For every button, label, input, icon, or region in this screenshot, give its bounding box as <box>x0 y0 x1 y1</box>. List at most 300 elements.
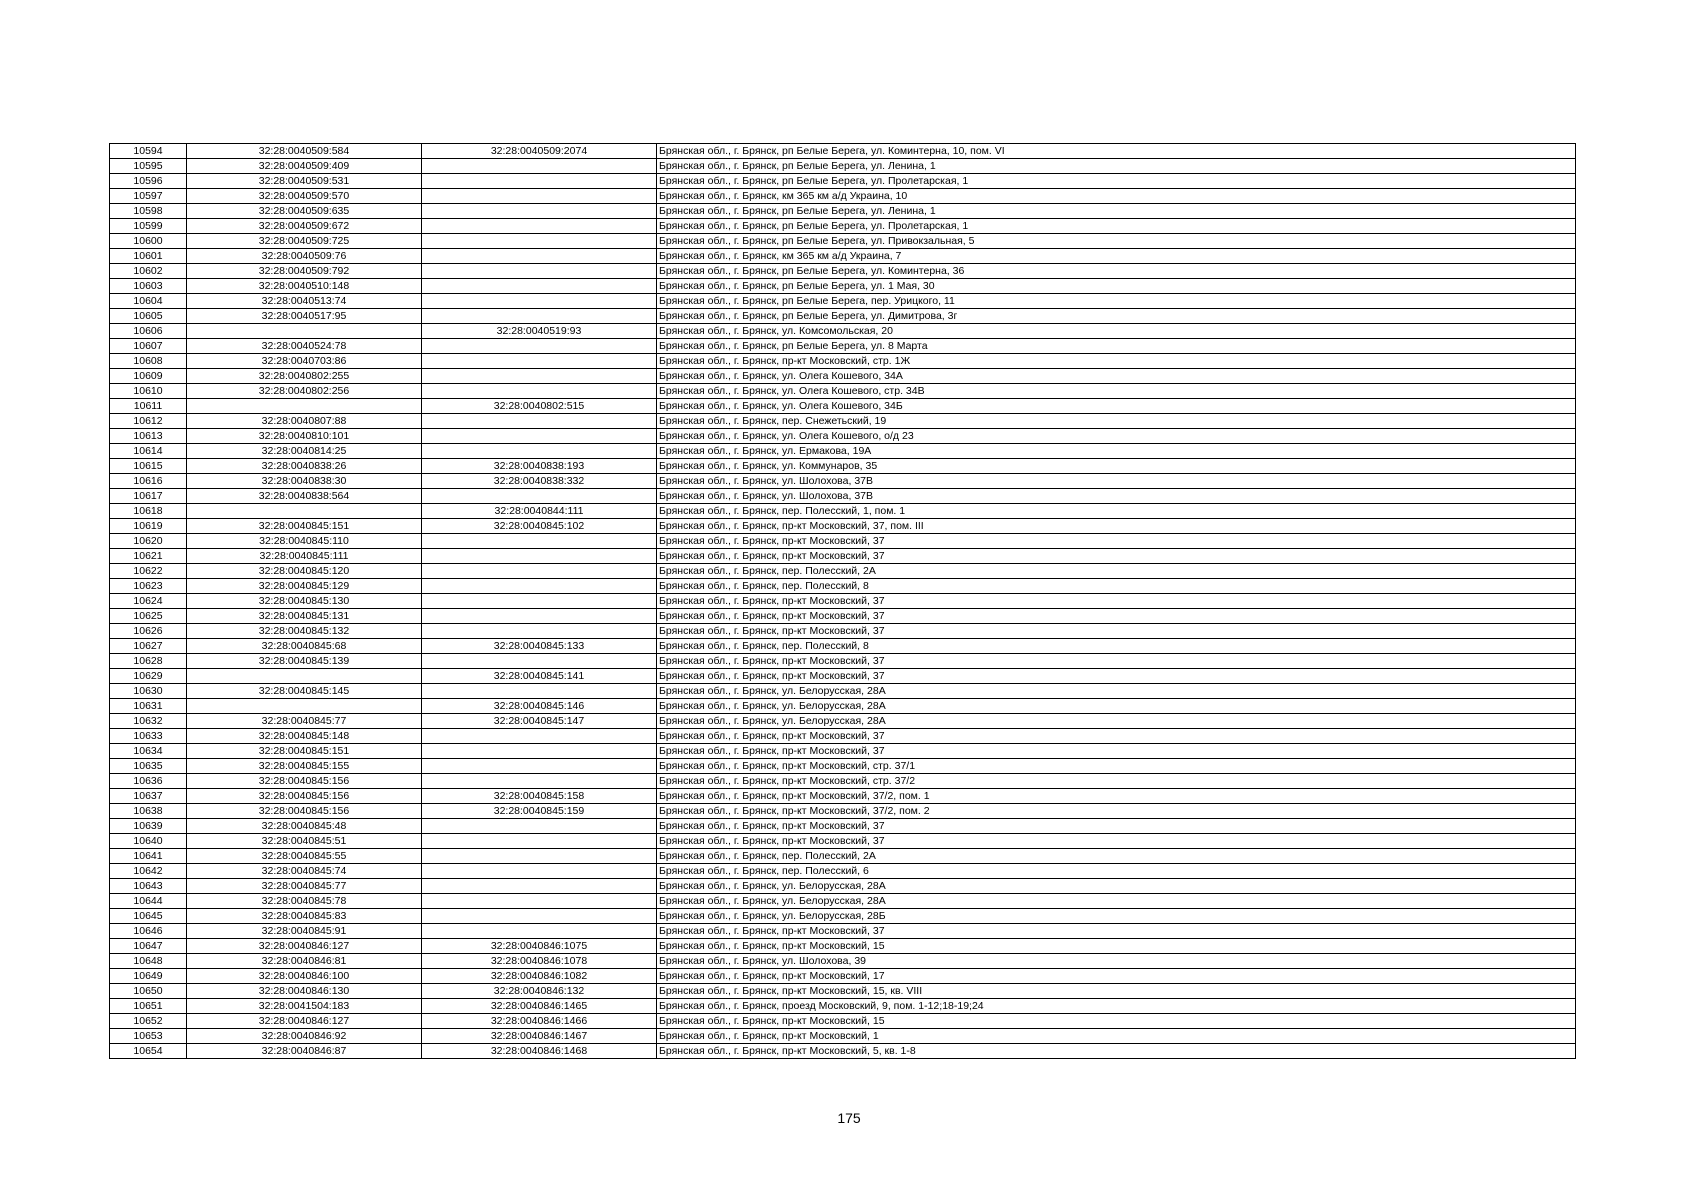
address-cell: Брянская обл., г. Брянск, пр-кт Московский, 37 <box>657 609 1576 624</box>
object-cadastral-number-cell: 32:28:0040846:1467 <box>422 1029 657 1044</box>
cadastral-number-cell: 32:28:0040509:409 <box>187 159 422 174</box>
cadastral-number-cell: 32:28:0040802:256 <box>187 384 422 399</box>
address-cell: Брянская обл., г. Брянск, рп Белые Берега, ул. Привокзальная, 5 <box>657 234 1576 249</box>
address-cell: Брянская обл., г. Брянск, пр-кт Московский, 17 <box>657 969 1576 984</box>
cadastral-number-cell: 32:28:0040845:148 <box>187 729 422 744</box>
address-cell: Брянская обл., г. Брянск, пр-кт Московский, 37 <box>657 834 1576 849</box>
cadastral-number-cell: 32:28:0040509:531 <box>187 174 422 189</box>
object-cadastral-number-cell: 32:28:0040846:132 <box>422 984 657 999</box>
cadastral-number-cell: 32:28:0040845:132 <box>187 624 422 639</box>
table-row <box>110 819 1576 834</box>
object-cadastral-number-cell <box>422 219 657 234</box>
address-cell: Брянская обл., г. Брянск, пр-кт Московский, 37 <box>657 819 1576 834</box>
table-row <box>110 654 1576 669</box>
address-cell: Брянская обл., г. Брянск, пр-кт Московский, 37 <box>657 549 1576 564</box>
address-cell: Брянская обл., г. Брянск, пр-кт Московский, 37 <box>657 729 1576 744</box>
address-cell: Брянская обл., г. Брянск, ул. Шолохова, 37В <box>657 489 1576 504</box>
table-row <box>110 549 1576 564</box>
row-number-cell: 10647 <box>110 939 187 954</box>
row-number-cell: 10608 <box>110 354 187 369</box>
object-cadastral-number-cell <box>422 819 657 834</box>
row-number-cell: 10596 <box>110 174 187 189</box>
cadastral-number-cell: 32:28:0040517:95 <box>187 309 422 324</box>
cadastral-number-cell: 32:28:0040845:156 <box>187 774 422 789</box>
cadastral-number-cell: 32:28:0040845:129 <box>187 579 422 594</box>
row-number-cell: 10654 <box>110 1044 187 1059</box>
object-cadastral-number-cell <box>422 159 657 174</box>
cadastral-number-cell: 32:28:0040845:83 <box>187 909 422 924</box>
object-cadastral-number-cell <box>422 864 657 879</box>
table-row <box>110 564 1576 579</box>
object-cadastral-number-cell: 32:28:0040846:1466 <box>422 1014 657 1029</box>
object-cadastral-number-cell: 32:28:0040838:332 <box>422 474 657 489</box>
address-cell: Брянская обл., г. Брянск, пр-кт Московский, стр. 37/2 <box>657 774 1576 789</box>
address-cell: Брянская обл., г. Брянск, пр-кт Московский, 15 <box>657 1014 1576 1029</box>
table-row <box>110 624 1576 639</box>
address-cell: Брянская обл., г. Брянск, пр-кт Московский, 15 <box>657 939 1576 954</box>
table-row <box>110 219 1576 234</box>
address-cell: Брянская обл., г. Брянск, рп Белые Берега, ул. 1 Мая, 30 <box>657 279 1576 294</box>
cadastral-number-cell: 32:28:0040846:87 <box>187 1044 422 1059</box>
table-row <box>110 429 1576 444</box>
cadastral-number-cell: 32:28:0040845:78 <box>187 894 422 909</box>
address-cell: Брянская обл., г. Брянск, пр-кт Московский, 37 <box>657 654 1576 669</box>
cadastral-number-cell: 32:28:0040845:131 <box>187 609 422 624</box>
address-cell: Брянская обл., г. Брянск, рп Белые Берега, пер. Урицкого, 11 <box>657 294 1576 309</box>
row-number-cell: 10595 <box>110 159 187 174</box>
object-cadastral-number-cell <box>422 594 657 609</box>
address-cell: Брянская обл., г. Брянск, пер. Полесский, 1, пом. 1 <box>657 504 1576 519</box>
row-number-cell: 10626 <box>110 624 187 639</box>
address-cell: Брянская обл., г. Брянск, пр-кт Московский, 37 <box>657 594 1576 609</box>
object-cadastral-number-cell <box>422 384 657 399</box>
object-cadastral-number-cell <box>422 894 657 909</box>
object-cadastral-number-cell <box>422 654 657 669</box>
row-number-cell: 10618 <box>110 504 187 519</box>
row-number-cell: 10602 <box>110 264 187 279</box>
cadastral-number-cell: 32:28:0040513:74 <box>187 294 422 309</box>
cadastral-number-cell <box>187 399 422 414</box>
address-cell: Брянская обл., г. Брянск, пр-кт Московский, 15, кв. VIII <box>657 984 1576 999</box>
cadastral-number-cell: 32:28:0040814:25 <box>187 444 422 459</box>
table-row <box>110 309 1576 324</box>
row-number-cell: 10600 <box>110 234 187 249</box>
cadastral-number-cell: 32:28:0040509:76 <box>187 249 422 264</box>
table-row <box>110 384 1576 399</box>
row-number-cell: 10631 <box>110 699 187 714</box>
row-number-cell: 10630 <box>110 684 187 699</box>
row-number-cell: 10603 <box>110 279 187 294</box>
address-cell: Брянская обл., г. Брянск, пр-кт Московский, 37, пом. III <box>657 519 1576 534</box>
table-row <box>110 204 1576 219</box>
object-cadastral-number-cell: 32:28:0040519:93 <box>422 324 657 339</box>
object-cadastral-number-cell <box>422 264 657 279</box>
row-number-cell: 10629 <box>110 669 187 684</box>
cadastral-number-cell: 32:28:0040846:100 <box>187 969 422 984</box>
table-row <box>110 474 1576 489</box>
object-cadastral-number-cell <box>422 354 657 369</box>
registry-table <box>109 143 1576 1059</box>
object-cadastral-number-cell: 32:28:0040846:1468 <box>422 1044 657 1059</box>
cadastral-number-cell: 32:28:0040845:130 <box>187 594 422 609</box>
address-cell: Брянская обл., г. Брянск, пер. Полесский, 2А <box>657 849 1576 864</box>
object-cadastral-number-cell <box>422 444 657 459</box>
cadastral-number-cell: 32:28:0040845:51 <box>187 834 422 849</box>
row-number-cell: 10598 <box>110 204 187 219</box>
object-cadastral-number-cell: 32:28:0040845:102 <box>422 519 657 534</box>
row-number-cell: 10607 <box>110 339 187 354</box>
table-row <box>110 729 1576 744</box>
row-number-cell: 10604 <box>110 294 187 309</box>
row-number-cell: 10649 <box>110 969 187 984</box>
object-cadastral-number-cell: 32:28:0040844:111 <box>422 504 657 519</box>
table-row <box>110 174 1576 189</box>
table-row <box>110 699 1576 714</box>
row-number-cell: 10645 <box>110 909 187 924</box>
object-cadastral-number-cell <box>422 279 657 294</box>
object-cadastral-number-cell <box>422 849 657 864</box>
address-cell: Брянская обл., г. Брянск, пр-кт Московский, 37 <box>657 624 1576 639</box>
table-row <box>110 684 1576 699</box>
object-cadastral-number-cell: 32:28:0040846:1082 <box>422 969 657 984</box>
cadastral-number-cell: 32:28:0040846:92 <box>187 1029 422 1044</box>
cadastral-number-cell: 32:28:0040509:584 <box>187 144 422 159</box>
row-number-cell: 10640 <box>110 834 187 849</box>
address-cell: Брянская обл., г. Брянск, рп Белые Берега, ул. Димитрова, 3г <box>657 309 1576 324</box>
object-cadastral-number-cell <box>422 744 657 759</box>
cadastral-number-cell: 32:28:0040838:26 <box>187 459 422 474</box>
address-cell: Брянская обл., г. Брянск, ул. Ермакова, 19А <box>657 444 1576 459</box>
table-row <box>110 774 1576 789</box>
cadastral-number-cell: 32:28:0040802:255 <box>187 369 422 384</box>
address-cell: Брянская обл., г. Брянск, пр-кт Московский, 5, кв. 1-8 <box>657 1044 1576 1059</box>
object-cadastral-number-cell: 32:28:0040846:1075 <box>422 939 657 954</box>
table-row <box>110 894 1576 909</box>
address-cell: Брянская обл., г. Брянск, ул. Шолохова, 37В <box>657 474 1576 489</box>
row-number-cell: 10605 <box>110 309 187 324</box>
cadastral-number-cell: 32:28:0040509:635 <box>187 204 422 219</box>
table-row <box>110 489 1576 504</box>
object-cadastral-number-cell: 32:28:0040845:133 <box>422 639 657 654</box>
cadastral-number-cell: 32:28:0040845:139 <box>187 654 422 669</box>
table-row <box>110 504 1576 519</box>
table-row <box>110 759 1576 774</box>
address-cell: Брянская обл., г. Брянск, пер. Снежетьский, 19 <box>657 414 1576 429</box>
address-cell: Брянская обл., г. Брянск, ул. Коммунаров, 35 <box>657 459 1576 474</box>
row-number-cell: 10639 <box>110 819 187 834</box>
row-number-cell: 10636 <box>110 774 187 789</box>
cadastral-number-cell: 32:28:0040845:156 <box>187 804 422 819</box>
table-row <box>110 1014 1576 1029</box>
object-cadastral-number-cell: 32:28:0040846:1465 <box>422 999 657 1014</box>
cadastral-number-cell: 32:28:0041504:183 <box>187 999 422 1014</box>
row-number-cell: 10642 <box>110 864 187 879</box>
table-row <box>110 189 1576 204</box>
object-cadastral-number-cell: 32:28:0040509:2074 <box>422 144 657 159</box>
cadastral-number-cell: 32:28:0040846:127 <box>187 1014 422 1029</box>
table-row <box>110 834 1576 849</box>
table-row <box>110 1044 1576 1059</box>
row-number-cell: 10635 <box>110 759 187 774</box>
object-cadastral-number-cell <box>422 909 657 924</box>
row-number-cell: 10606 <box>110 324 187 339</box>
row-number-cell: 10613 <box>110 429 187 444</box>
table-row <box>110 339 1576 354</box>
row-number-cell: 10594 <box>110 144 187 159</box>
cadastral-number-cell: 32:28:0040845:55 <box>187 849 422 864</box>
table-row <box>110 444 1576 459</box>
table-row <box>110 159 1576 174</box>
object-cadastral-number-cell <box>422 534 657 549</box>
row-number-cell: 10616 <box>110 474 187 489</box>
table-row <box>110 594 1576 609</box>
table-row <box>110 984 1576 999</box>
table-row <box>110 879 1576 894</box>
object-cadastral-number-cell: 32:28:0040845:147 <box>422 714 657 729</box>
cadastral-number-cell: 32:28:0040845:110 <box>187 534 422 549</box>
object-cadastral-number-cell <box>422 309 657 324</box>
address-cell: Брянская обл., г. Брянск, ул. Шолохова, 39 <box>657 954 1576 969</box>
table-row <box>110 294 1576 309</box>
address-cell: Брянская обл., г. Брянск, ул. Комсомольская, 20 <box>657 324 1576 339</box>
row-number-cell: 10641 <box>110 849 187 864</box>
cadastral-number-cell: 32:28:0040845:77 <box>187 879 422 894</box>
table-row <box>110 804 1576 819</box>
object-cadastral-number-cell <box>422 879 657 894</box>
object-cadastral-number-cell <box>422 609 657 624</box>
address-cell: Брянская обл., г. Брянск, рп Белые Берега, ул. 8 Марта <box>657 339 1576 354</box>
cadastral-number-cell: 32:28:0040845:77 <box>187 714 422 729</box>
address-cell: Брянская обл., г. Брянск, км 365 км а/д Украина, 10 <box>657 189 1576 204</box>
table-row <box>110 1029 1576 1044</box>
table-row <box>110 864 1576 879</box>
cadastral-number-cell: 32:28:0040845:120 <box>187 564 422 579</box>
object-cadastral-number-cell: 32:28:0040845:159 <box>422 804 657 819</box>
table-row <box>110 924 1576 939</box>
cadastral-number-cell: 32:28:0040845:155 <box>187 759 422 774</box>
cadastral-number-cell: 32:28:0040845:151 <box>187 744 422 759</box>
address-cell: Брянская обл., г. Брянск, пр-кт Московский, 37 <box>657 924 1576 939</box>
row-number-cell: 10612 <box>110 414 187 429</box>
table-row <box>110 264 1576 279</box>
address-cell: Брянская обл., г. Брянск, рп Белые Берега, ул. Пролетарская, 1 <box>657 219 1576 234</box>
row-number-cell: 10634 <box>110 744 187 759</box>
address-cell: Брянская обл., г. Брянск, проезд Московский, 9, пом. 1-12;18-19;24 <box>657 999 1576 1014</box>
address-cell: Брянская обл., г. Брянск, км 365 км а/д Украина, 7 <box>657 249 1576 264</box>
address-cell: Брянская обл., г. Брянск, пр-кт Московский, 37 <box>657 744 1576 759</box>
cadastral-number-cell: 32:28:0040807:88 <box>187 414 422 429</box>
cadastral-number-cell: 32:28:0040846:127 <box>187 939 422 954</box>
address-cell: Брянская обл., г. Брянск, пр-кт Московский, 1 <box>657 1029 1576 1044</box>
cadastral-number-cell: 32:28:0040509:570 <box>187 189 422 204</box>
object-cadastral-number-cell <box>422 549 657 564</box>
cadastral-number-cell <box>187 504 422 519</box>
address-cell: Брянская обл., г. Брянск, пер. Полесский, 8 <box>657 639 1576 654</box>
address-cell: Брянская обл., г. Брянск, рп Белые Берега, ул. Ленина, 1 <box>657 159 1576 174</box>
address-cell: Брянская обл., г. Брянск, пр-кт Московский, 37/2, пом. 1 <box>657 789 1576 804</box>
object-cadastral-number-cell <box>422 579 657 594</box>
address-cell: Брянская обл., г. Брянск, пр-кт Московский, стр. 1Ж <box>657 354 1576 369</box>
object-cadastral-number-cell <box>422 234 657 249</box>
cadastral-number-cell: 32:28:0040845:91 <box>187 924 422 939</box>
object-cadastral-number-cell <box>422 189 657 204</box>
row-number-cell: 10646 <box>110 924 187 939</box>
table-row <box>110 849 1576 864</box>
address-cell: Брянская обл., г. Брянск, ул. Белорусская, 28А <box>657 879 1576 894</box>
table-row <box>110 534 1576 549</box>
address-cell: Брянская обл., г. Брянск, ул. Белорусская, 28А <box>657 894 1576 909</box>
object-cadastral-number-cell: 32:28:0040845:158 <box>422 789 657 804</box>
cadastral-number-cell: 32:28:0040509:725 <box>187 234 422 249</box>
object-cadastral-number-cell: 32:28:0040802:515 <box>422 399 657 414</box>
row-number-cell: 10610 <box>110 384 187 399</box>
table-row <box>110 354 1576 369</box>
cadastral-number-cell <box>187 699 422 714</box>
row-number-cell: 10623 <box>110 579 187 594</box>
object-cadastral-number-cell <box>422 774 657 789</box>
page-number: 175 <box>837 1110 861 1126</box>
object-cadastral-number-cell <box>422 624 657 639</box>
object-cadastral-number-cell <box>422 204 657 219</box>
row-number-cell: 10614 <box>110 444 187 459</box>
object-cadastral-number-cell <box>422 369 657 384</box>
table-row <box>110 249 1576 264</box>
object-cadastral-number-cell <box>422 294 657 309</box>
object-cadastral-number-cell <box>422 684 657 699</box>
address-cell: Брянская обл., г. Брянск, ул. Олега Кошевого, 34Б <box>657 399 1576 414</box>
table-row <box>110 969 1576 984</box>
cadastral-number-cell: 32:28:0040509:792 <box>187 264 422 279</box>
address-cell: Брянская обл., г. Брянск, пр-кт Московский, стр. 37/1 <box>657 759 1576 774</box>
table-row <box>110 789 1576 804</box>
row-number-cell: 10617 <box>110 489 187 504</box>
address-cell: Брянская обл., г. Брянск, рп Белые Берега, ул. Пролетарская, 1 <box>657 174 1576 189</box>
address-cell: Брянская обл., г. Брянск, ул. Белорусская, 28А <box>657 699 1576 714</box>
cadastral-number-cell: 32:28:0040524:78 <box>187 339 422 354</box>
table-row <box>110 639 1576 654</box>
cadastral-number-cell: 32:28:0040810:101 <box>187 429 422 444</box>
object-cadastral-number-cell: 32:28:0040846:1078 <box>422 954 657 969</box>
object-cadastral-number-cell: 32:28:0040845:146 <box>422 699 657 714</box>
address-cell: Брянская обл., г. Брянск, ул. Белорусская, 28А <box>657 714 1576 729</box>
table-row <box>110 459 1576 474</box>
object-cadastral-number-cell: 32:28:0040845:141 <box>422 669 657 684</box>
object-cadastral-number-cell <box>422 339 657 354</box>
object-cadastral-number-cell <box>422 729 657 744</box>
table-row <box>110 909 1576 924</box>
object-cadastral-number-cell <box>422 759 657 774</box>
cadastral-number-cell: 32:28:0040845:111 <box>187 549 422 564</box>
cadastral-number-cell <box>187 669 422 684</box>
table-row <box>110 369 1576 384</box>
row-number-cell: 10628 <box>110 654 187 669</box>
cadastral-number-cell: 32:28:0040703:86 <box>187 354 422 369</box>
row-number-cell: 10619 <box>110 519 187 534</box>
cadastral-number-cell: 32:28:0040845:68 <box>187 639 422 654</box>
address-cell: Брянская обл., г. Брянск, пер. Полесский, 2А <box>657 564 1576 579</box>
table-row <box>110 939 1576 954</box>
row-number-cell: 10620 <box>110 534 187 549</box>
row-number-cell: 10621 <box>110 549 187 564</box>
row-number-cell: 10652 <box>110 1014 187 1029</box>
table-row <box>110 954 1576 969</box>
object-cadastral-number-cell <box>422 414 657 429</box>
object-cadastral-number-cell <box>422 249 657 264</box>
cadastral-number-cell <box>187 324 422 339</box>
cadastral-number-cell: 32:28:0040845:145 <box>187 684 422 699</box>
address-cell: Брянская обл., г. Брянск, рп Белые Берега, ул. Коминтерна, 10, пом. VI <box>657 144 1576 159</box>
row-number-cell: 10650 <box>110 984 187 999</box>
row-number-cell: 10611 <box>110 399 187 414</box>
table-row <box>110 144 1576 159</box>
table-row <box>110 414 1576 429</box>
row-number-cell: 10627 <box>110 639 187 654</box>
row-number-cell: 10644 <box>110 894 187 909</box>
row-number-cell: 10599 <box>110 219 187 234</box>
table-row <box>110 669 1576 684</box>
address-cell: Брянская обл., г. Брянск, пер. Полесский, 8 <box>657 579 1576 594</box>
address-cell: Брянская обл., г. Брянск, пр-кт Московский, 37 <box>657 534 1576 549</box>
cadastral-number-cell: 32:28:0040838:30 <box>187 474 422 489</box>
table-row <box>110 579 1576 594</box>
object-cadastral-number-cell <box>422 429 657 444</box>
row-number-cell: 10625 <box>110 609 187 624</box>
object-cadastral-number-cell: 32:28:0040838:193 <box>422 459 657 474</box>
cadastral-number-cell: 32:28:0040846:81 <box>187 954 422 969</box>
row-number-cell: 10648 <box>110 954 187 969</box>
address-cell: Брянская обл., г. Брянск, рп Белые Берега, ул. Коминтерна, 36 <box>657 264 1576 279</box>
table-row <box>110 519 1576 534</box>
table-row <box>110 279 1576 294</box>
row-number-cell: 10653 <box>110 1029 187 1044</box>
table-row <box>110 999 1576 1014</box>
cadastral-number-cell: 32:28:0040845:156 <box>187 789 422 804</box>
row-number-cell: 10643 <box>110 879 187 894</box>
address-cell: Брянская обл., г. Брянск, ул. Олега Кошевого, о/д 23 <box>657 429 1576 444</box>
address-cell: Брянская обл., г. Брянск, ул. Белорусская, 28А <box>657 684 1576 699</box>
cadastral-number-cell: 32:28:0040510:148 <box>187 279 422 294</box>
row-number-cell: 10622 <box>110 564 187 579</box>
address-cell: Брянская обл., г. Брянск, рп Белые Берега, ул. Ленина, 1 <box>657 204 1576 219</box>
object-cadastral-number-cell <box>422 834 657 849</box>
address-cell: Брянская обл., г. Брянск, пр-кт Московский, 37 <box>657 669 1576 684</box>
address-cell: Брянская обл., г. Брянск, ул. Белорусская, 28Б <box>657 909 1576 924</box>
row-number-cell: 10615 <box>110 459 187 474</box>
row-number-cell: 10651 <box>110 999 187 1014</box>
row-number-cell: 10633 <box>110 729 187 744</box>
row-number-cell: 10601 <box>110 249 187 264</box>
row-number-cell: 10597 <box>110 189 187 204</box>
cadastral-number-cell: 32:28:0040845:48 <box>187 819 422 834</box>
table-row <box>110 744 1576 759</box>
address-cell: Брянская обл., г. Брянск, ул. Олега Кошевого, 34А <box>657 369 1576 384</box>
table-row <box>110 609 1576 624</box>
cadastral-number-cell: 32:28:0040509:672 <box>187 219 422 234</box>
cadastral-number-cell: 32:28:0040845:74 <box>187 864 422 879</box>
registry-table-body <box>110 144 1576 1059</box>
cadastral-number-cell: 32:28:0040846:130 <box>187 984 422 999</box>
table-row <box>110 234 1576 249</box>
cadastral-number-cell: 32:28:0040838:564 <box>187 489 422 504</box>
address-cell: Брянская обл., г. Брянск, ул. Олега Кошевого, стр. 34В <box>657 384 1576 399</box>
row-number-cell: 10638 <box>110 804 187 819</box>
address-cell: Брянская обл., г. Брянск, пер. Полесский, 6 <box>657 864 1576 879</box>
object-cadastral-number-cell <box>422 564 657 579</box>
object-cadastral-number-cell <box>422 924 657 939</box>
row-number-cell: 10637 <box>110 789 187 804</box>
object-cadastral-number-cell <box>422 174 657 189</box>
table-row <box>110 714 1576 729</box>
